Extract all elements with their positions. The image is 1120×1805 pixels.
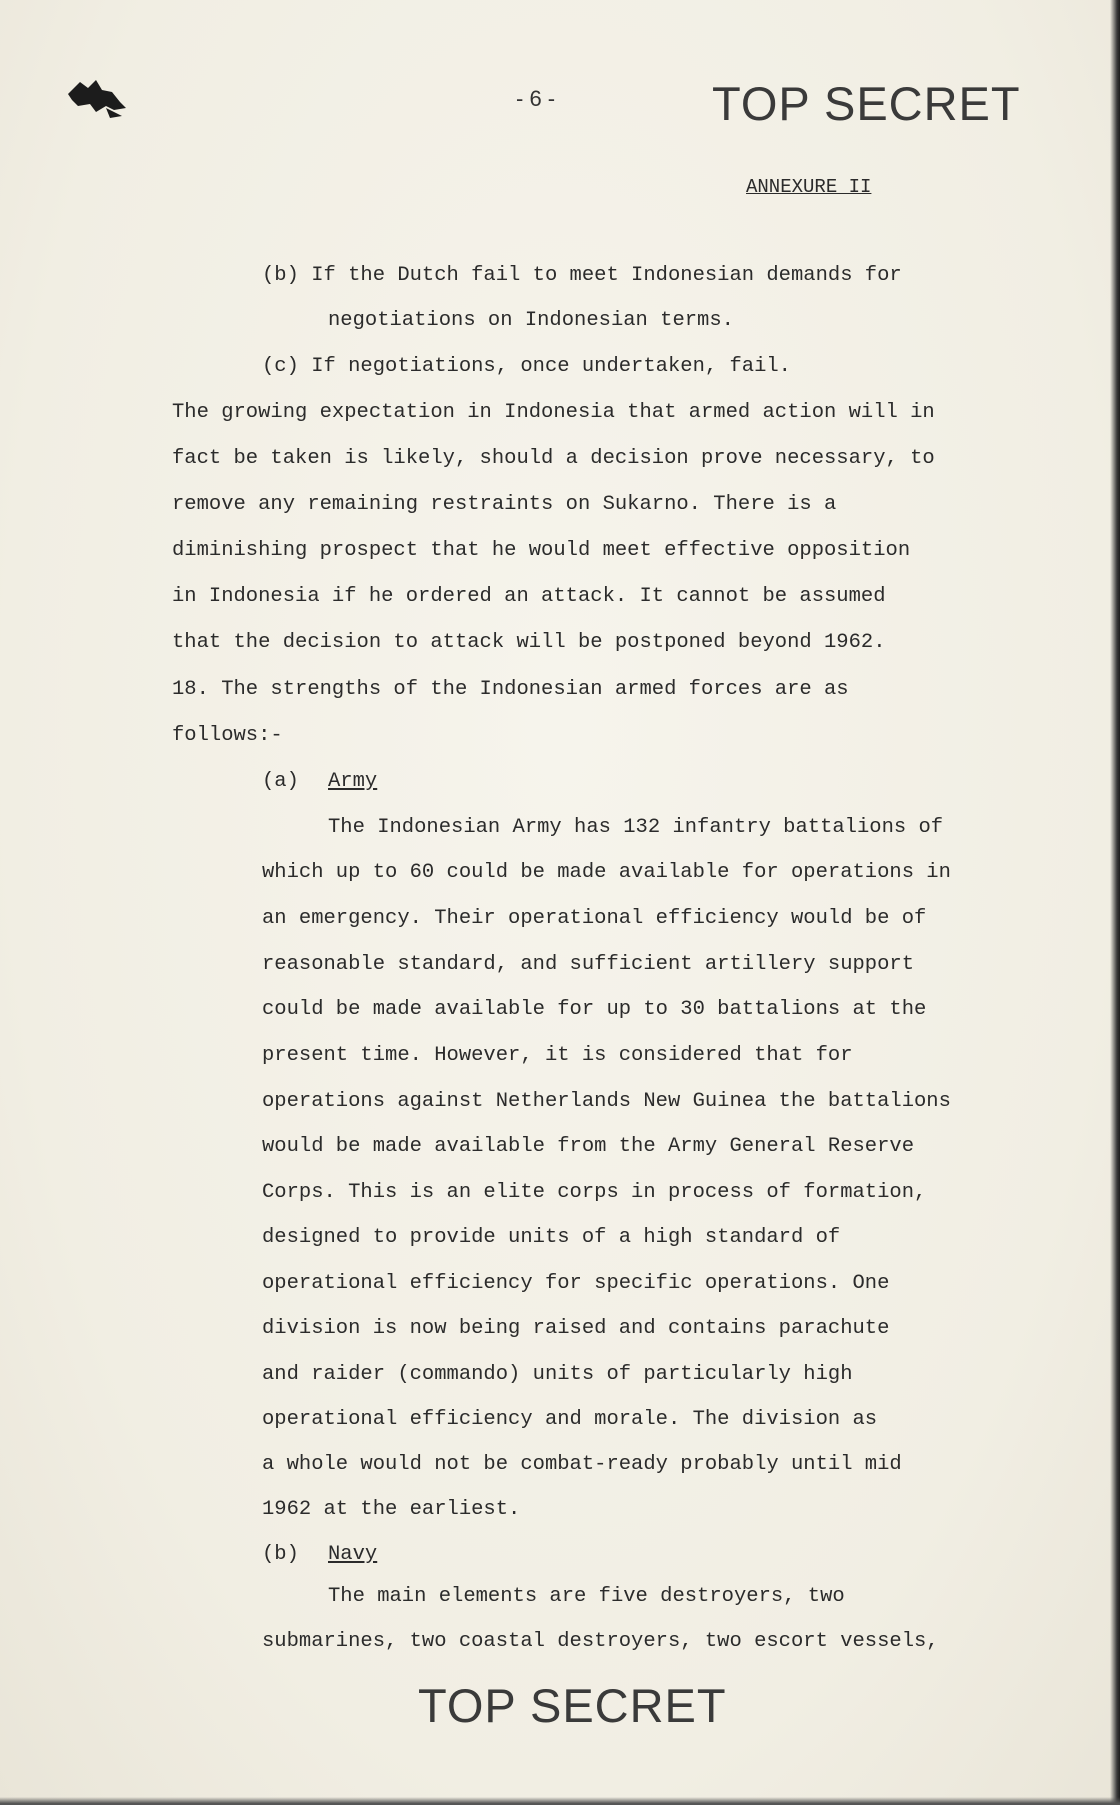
body-line: The Indonesian Army has 132 infantry battalions of <box>328 816 944 839</box>
body-line: submarines, two coastal destroyers, two escort vessels, <box>262 1630 939 1653</box>
body-line: The main elements are five destroyers, two <box>328 1585 845 1608</box>
subsection-heading-navy: Navy <box>328 1543 378 1566</box>
subsection-marker-b: (b) <box>262 1543 299 1566</box>
body-line: 1962 at the earliest. <box>262 1498 521 1521</box>
body-line: and raider (commando) units of particularly high <box>262 1363 853 1386</box>
body-line: a whole would not be combat-ready probably until mid <box>262 1453 902 1476</box>
annexure-heading: ANNEXURE II <box>746 176 872 198</box>
body-line: designed to provide units of a high standard of <box>262 1226 841 1249</box>
classification-stamp-top: TOP SECRET <box>712 77 1021 130</box>
body-line: operations against Netherlands New Guinea the battalions <box>262 1090 951 1113</box>
body-line: which up to 60 could be made available for operations in <box>262 861 951 884</box>
body-line: remove any remaining restraints on Sukarno. There is a <box>172 493 837 516</box>
body-line: in Indonesia if he ordered an attack. It cannot be assumed <box>172 585 886 608</box>
classification-stamp-bottom: TOP SECRET <box>418 1679 727 1732</box>
page-edge-shadow <box>1110 0 1120 1805</box>
body-line: (c) If negotiations, once undertaken, fail. <box>262 355 791 378</box>
body-line: operational efficiency and morale. The division as <box>262 1408 878 1431</box>
body-line: follows:- <box>172 724 283 747</box>
body-line: The growing expectation in Indonesia that armed action will in <box>172 401 935 424</box>
body-line: present time. However, it is considered that for <box>262 1044 853 1067</box>
body-line: that the decision to attack will be postponed beyond 1962. <box>172 631 886 654</box>
body-line: operational efficiency for specific operations. One <box>262 1272 890 1295</box>
body-line: negotiations on Indonesian terms. <box>328 309 734 332</box>
body-line: fact be taken is likely, should a decision prove necessary, to <box>172 447 935 470</box>
body-line: division is now being raised and contains parachute <box>262 1317 890 1340</box>
body-line: diminishing prospect that he would meet effective opposition <box>172 539 911 562</box>
body-line: could be made available for up to 30 battalions at the <box>262 998 927 1021</box>
subsection-heading-army: Army <box>328 770 378 793</box>
ink-blot-mark <box>62 72 132 122</box>
page-number: - 6 - <box>516 86 556 111</box>
body-line: reasonable standard, and sufficient artillery support <box>262 953 915 976</box>
body-line: an emergency. Their operational efficiency would be of <box>262 907 927 930</box>
subsection-marker-a: (a) <box>262 770 299 793</box>
page-edge-shadow-bottom <box>0 1797 1120 1805</box>
body-line: (b) If the Dutch fail to meet Indonesian demands for <box>262 264 902 287</box>
body-line: Corps. This is an elite corps in process of formation, <box>262 1181 927 1204</box>
body-line: would be made available from the Army General Reserve <box>262 1135 915 1158</box>
paragraph-18-line: 18. The strengths of the Indonesian armed forces are as <box>172 678 849 701</box>
